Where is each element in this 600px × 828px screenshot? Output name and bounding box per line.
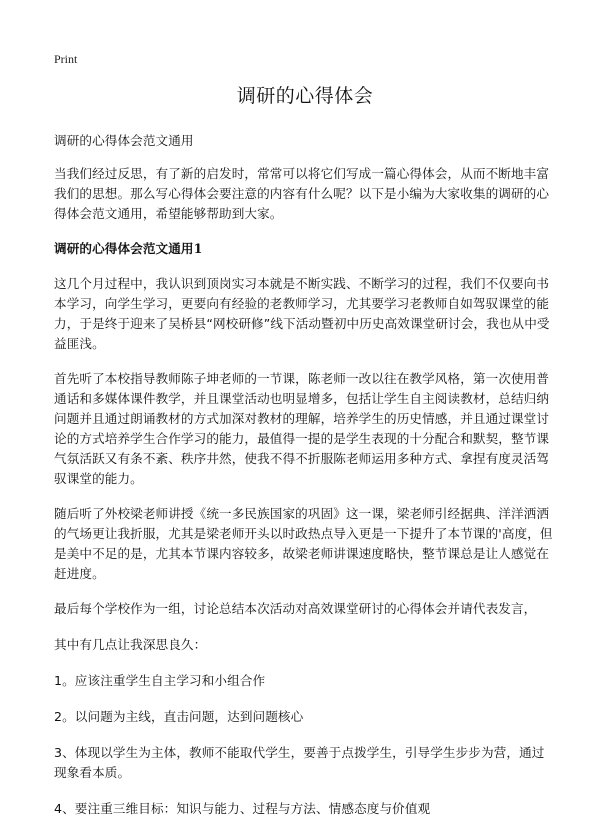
list-item-1: 1。应该注重学生自主学习和小组合作	[54, 673, 266, 688]
list-item-3: 3、体现以学生为主体，教师不能取代学生，要善于点拨学生，引导学生步步为营，通过现象看本质。	[54, 745, 545, 780]
body-paragraph-5: 其中有几点让我深思良久：	[54, 637, 207, 652]
list-item-4: 4、要注重三维目标：知识与能力、过程与方法、情感态度与价值观	[54, 801, 431, 816]
body-paragraph-2: 首先听了本校指导教师陈子坤老师的一节课，陈老师一改以往在教学风格，第一次使用普通话和多媒体课件教学，并且课堂活动也明显增多，包括让学生自主阅读教材，总结归纳问题并且通过朗诵教材的方式加深对教材的理解，培养学生的历史情感，并且通过课堂讨论的方式培养学生合作学习的能力，最值得一提的是学生表现的十分配合和默契，整节课气氛活跃又有条不紊、秩序井然，使我不得不折服陈老师运用多种方式、拿捏有度灵活驾驭课堂的能力。	[54, 371, 550, 486]
body-paragraph-1: 这几个月过程中，我认识到顶岗实习本就是不断实践、不断学习的过程，我们不仅要向书本学习，向学生学习，更要向有经验的老教师学习，尤其要学习老教师自如驾驭课堂的能力，于是终于迎来了吴桥县“网校研修”线下活动暨初中历史高效课堂研讨会，我也从中受益匪浅。	[54, 276, 550, 351]
print-link[interactable]: Print	[54, 52, 78, 66]
subtitle: 调研的心得体会范文通用	[54, 133, 194, 148]
page-title: 调研的心得体会	[236, 85, 374, 107]
intro-paragraph: 当我们经过反思，有了新的启发时，常常可以将它们写成一篇心得体会，从而不断地丰富我们的思想。那么写心得体会要注意的内容有什么呢？以下是小编为大家收集的调研的心得体会范文通用，希望能够帮助到大家。	[54, 166, 550, 221]
list-item-2: 2。以问题为主线，直击问题，达到问题核心	[54, 709, 304, 724]
body-paragraph-4: 最后每个学校作为一组，讨论总结本次活动对高效课堂研讨的心得体会并请代表发言，	[54, 601, 537, 616]
section-heading: 调研的心得体会范文通用1	[54, 241, 203, 256]
body-paragraph-3: 随后听了外校梁老师讲授《统一多民族国家的巩固》这一课，梁老师引经据典、洋洋洒洒的气场更让我折服，尤其是梁老师开头以时政热点导入更是一下提升了本节课的'高度，但是美中不足的是，尤其本节课内容较多，故梁老师讲课速度略快，整节课总是让人感觉在赶进度。	[54, 506, 553, 581]
